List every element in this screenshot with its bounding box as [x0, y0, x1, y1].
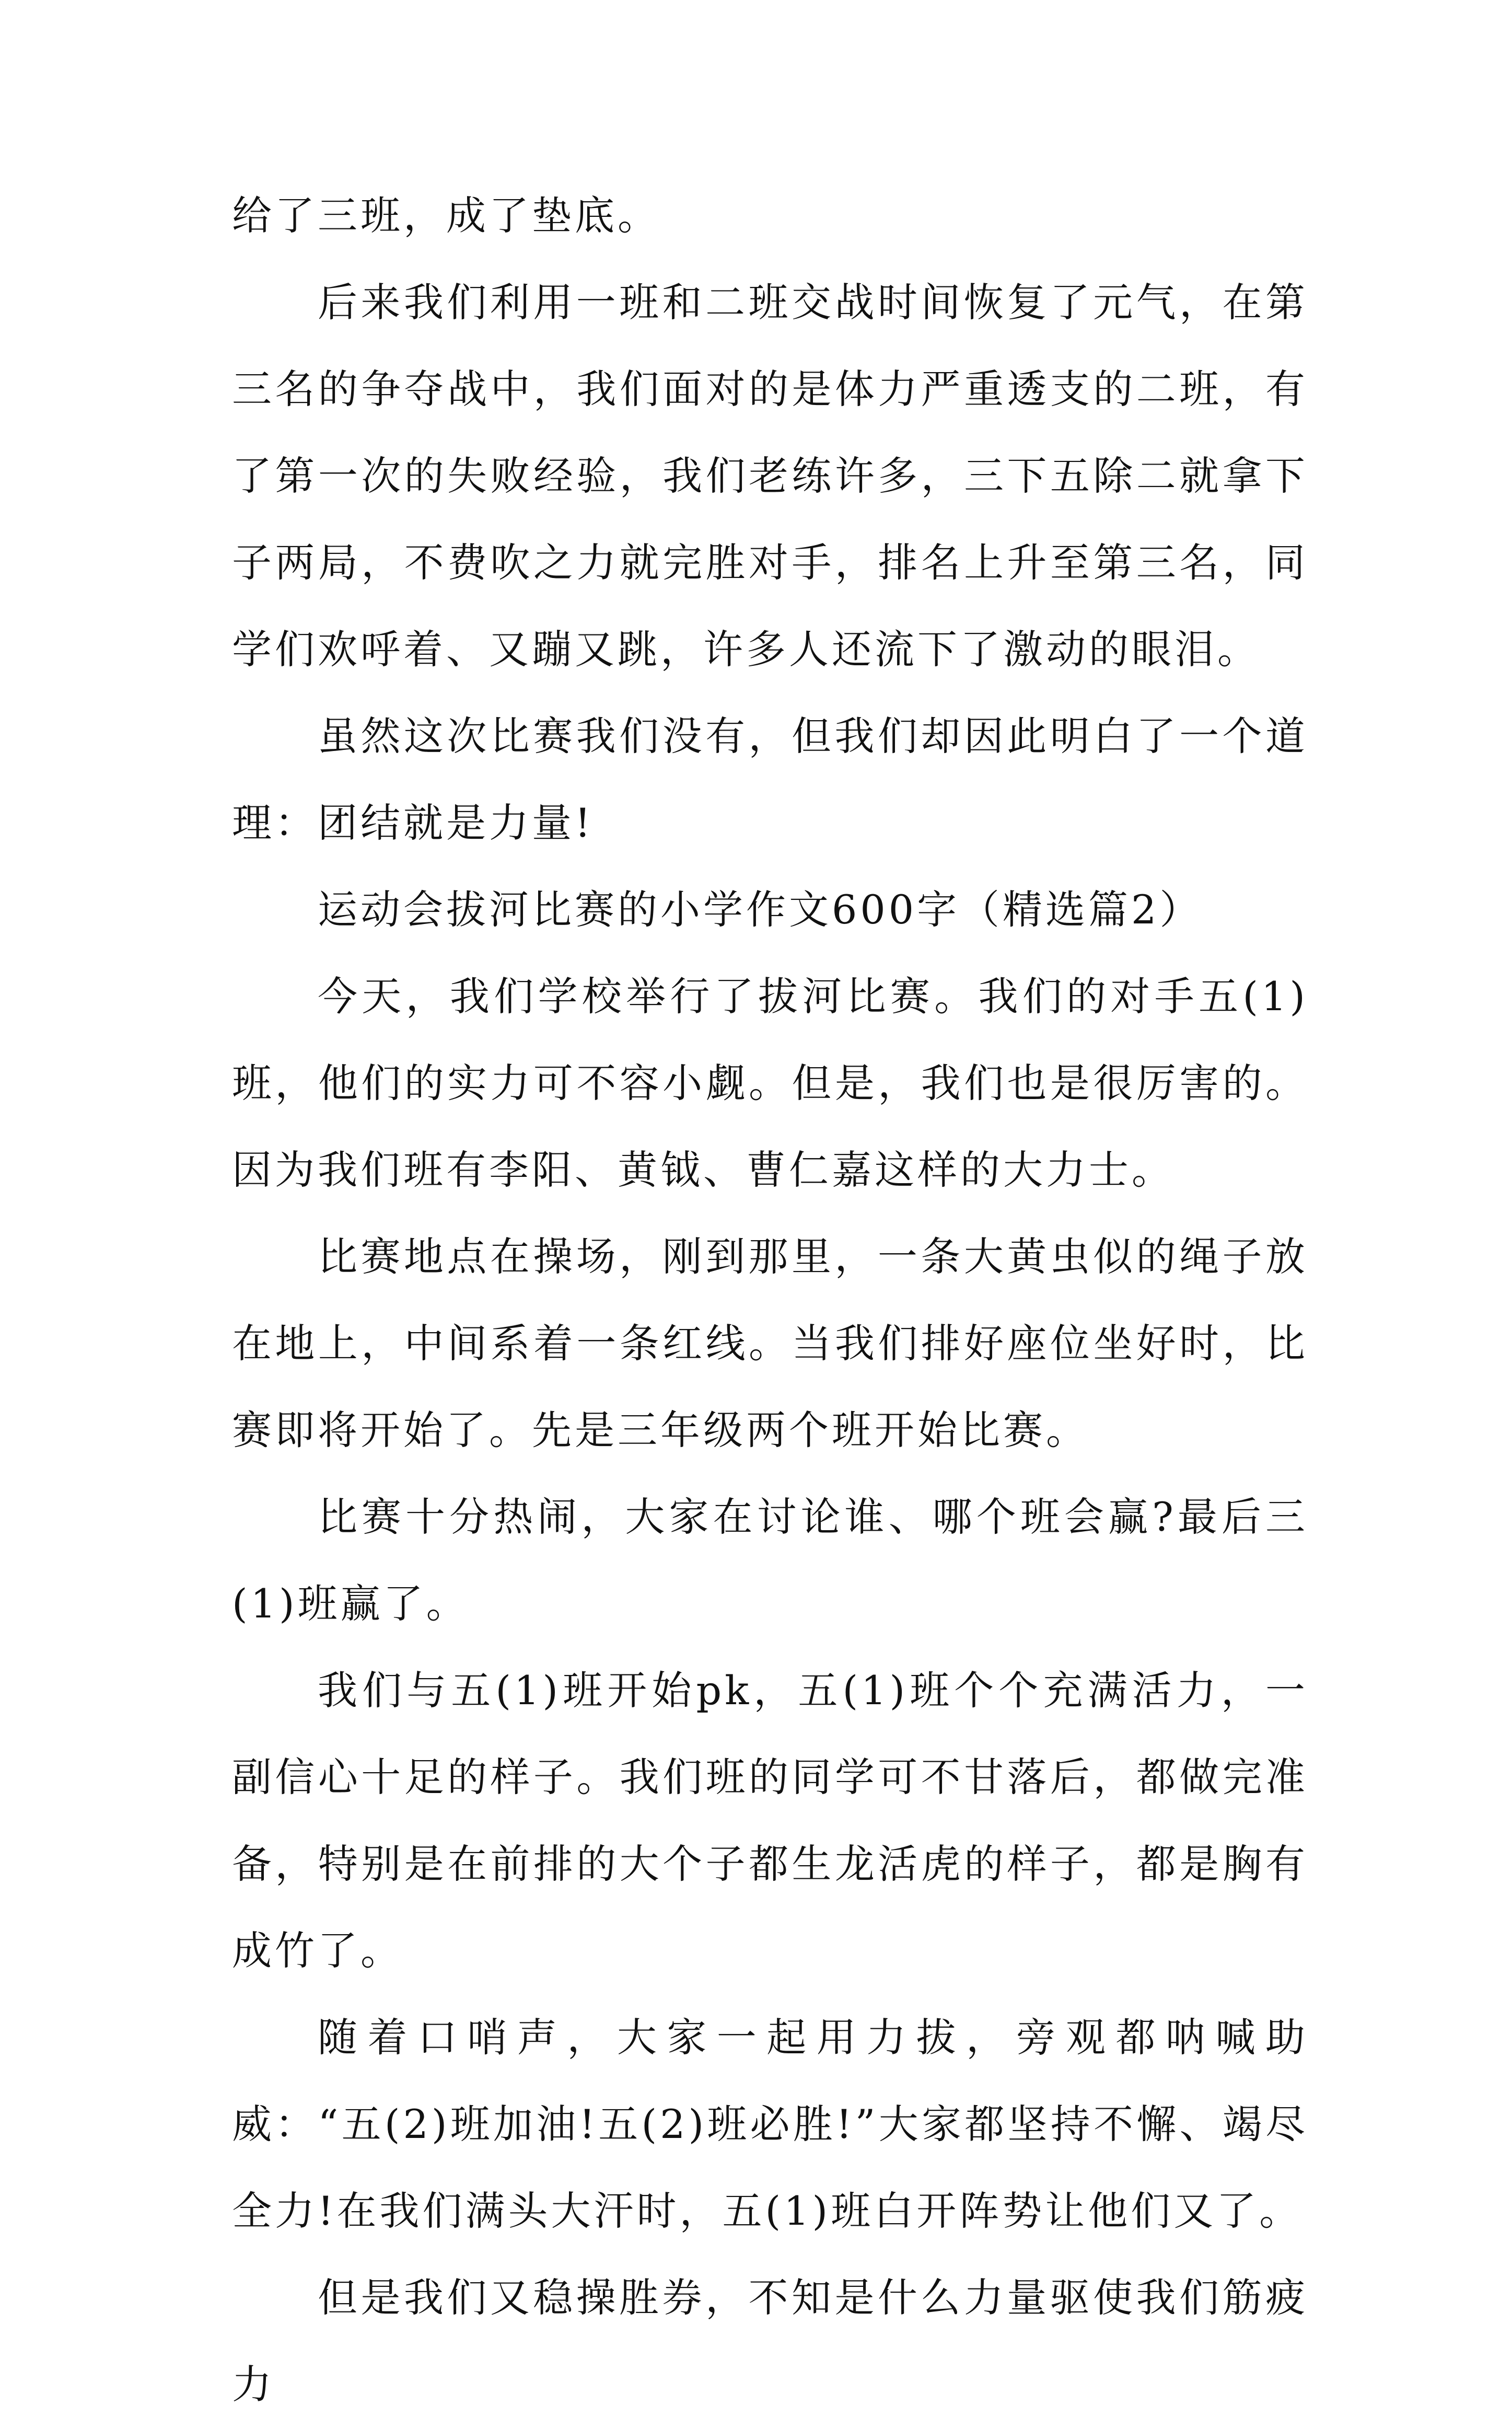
paragraph-10: 但是我们又稳操胜券，不知是什么力量驱使我们筋疲力: [232, 2274, 1308, 2408]
paragraph-6: 比赛地点在操场，刚到那里，一条大黄虫似的绳子放在地上，中间系着一条红线。当我们排好座位坐好时，比赛即将开始了。先是三年级两个班开始比赛。: [232, 1233, 1308, 1453]
paragraph-9: 随着口哨声，大家一起用力拔，旁观都呐喊助威：“五(2)班加油!五(2)班必胜!”大家都坚持不懈、竭尽全力!在我们满头大汗时，五(1)班白开阵势让他们又了。: [232, 2014, 1308, 2234]
paragraph-3: 虽然这次比赛我们没有，但我们却因此明白了一个道理：团结就是力量!: [232, 713, 1308, 846]
paragraph-7: 比赛十分热闹，大家在讨论谁、哪个班会赢?最后三(1)班赢了。: [232, 1494, 1308, 1627]
paragraph-8: 我们与五(1)班开始pk，五(1)班个个充满活力，一副信心十足的样子。我们班的同学可不甘落后，都做完准备，特别是在前排的大个子都生龙活虎的样子，都是胸有成竹了。: [232, 1667, 1308, 1974]
paragraph-2: 后来我们利用一班和二班交战时间恢复了元气，在第三名的争夺战中，我们面对的是体力严重透支的二班，有了第一次的失败经验，我们老练许多，三下五除二就拿下子两局，不费吹之力就完胜对手，排名上升至第三名，同学们欢呼着、又蹦又跳，许多人还流下了激动的眼泪。: [232, 279, 1308, 673]
document-body: [232, 172, 1308, 2428]
essay-heading: 运动会拔河比赛的小学作文600字（精选篇2）: [318, 886, 1203, 933]
paragraph-1: 给了三班，成了垫底。: [232, 192, 660, 239]
paragraph-5: 今天，我们学校举行了拔河比赛。我们的对手五(1)班，他们的实力可不容小觑。但是，我们也是很厉害的。因为我们班有李阳、黄钺、曹仁嘉这样的大力士。: [232, 973, 1308, 1193]
